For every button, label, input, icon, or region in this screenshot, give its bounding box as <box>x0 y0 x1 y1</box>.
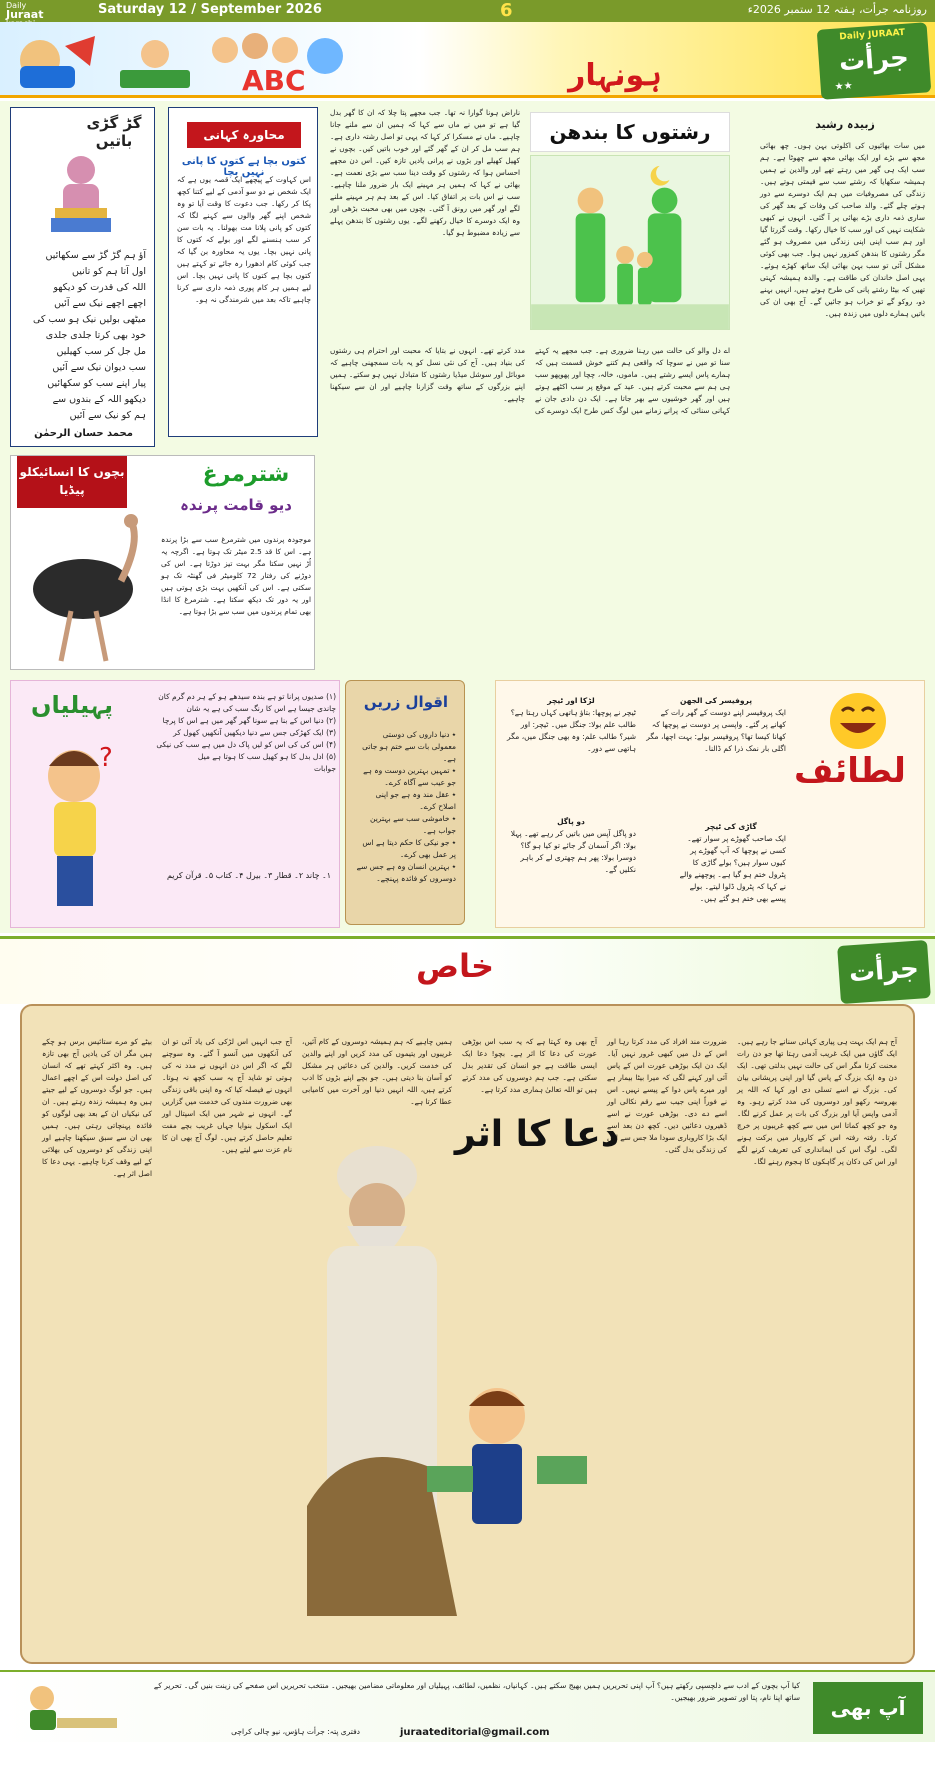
encyclopedia-label: بچوں کا انسائیکلو پیڈیا <box>17 456 127 508</box>
reading-girl-illustration <box>41 148 121 238</box>
pahelian-answers: ۱۔ چاند ۲۔ قطار ۳۔ بیرل ۴۔ کتاب ۵۔ قرآن کریم <box>166 871 331 880</box>
muhawra-heading: کتوں بچا ہے کتوں کا پانی نہیں بچا <box>181 156 307 178</box>
footer-address: دفتری پتہ: جرأت ہاؤس، نیو چالی کراچی <box>231 1727 360 1736</box>
laughing-emoji-icon <box>822 689 894 751</box>
ostrich-title: شترمرغ <box>202 462 290 487</box>
pahelian-card <box>10 680 340 928</box>
logo-urdu: جرأت <box>837 42 910 78</box>
lataif-col-b <box>646 695 786 755</box>
dua-column-5: آج جب انہیں اس لڑکی کی یاد آئی تو ان کی آنکھوں میں آنسو آ گئے۔ وہ سوچنے لگے کہ اگر اس دن انہوں نے مدد نہ کی ہوتی تو شاید آج یہ سب کچھ نہ ہوتا۔ انہوں نے فیصلہ کیا کہ وہ اپنی باقی زندگی بھی ضرورت مندوں کی خدمت میں گزاریں گے۔ انہوں نے شہر میں ایک اسپتال اور ایک اسکول بنوایا جہاں غریب بچے مفت تعلیم حاصل کرتے ہیں۔ لوگ آج بھی ان کا نام عزت سے لیتے ہیں۔ <box>162 1037 292 1154</box>
issue-date: Saturday 12 / September 2026 <box>98 2 322 17</box>
khaas-title: خاص <box>415 947 495 985</box>
gup-shup-card <box>10 107 155 447</box>
dua-title: دعا کا اثر <box>454 1114 620 1155</box>
honhaar-banner <box>0 22 935 98</box>
brand-name: Juraat <box>6 8 44 21</box>
lataif-col-a-title: گاڑی کی ٹیچر <box>705 822 757 831</box>
aqwal-zareen-card <box>345 680 465 925</box>
juraat-logo <box>817 22 932 100</box>
lataif-col-c <box>506 695 636 755</box>
family-illustration <box>530 155 730 330</box>
lataif-col-a <box>676 821 786 905</box>
footer-text: کیا آپ بچوں کے ادب سے دلچسپی رکھتے ہیں؟ آپ اپنی تحریریں ہمیں بھیج سکتے ہیں۔ کہانیاں، نظمیں، لطائف، پہیلیاں اور معلوماتی مضامین بھیجیں۔ منتخب تحریریں اس صفحے کی زینت بنیں گی۔ تحریر کے ساتھ اپنا نام، پتا اور تصویر ضرور بھیجیں۔ <box>153 1681 800 1702</box>
pahelian-riddles: (۱) صدیوں پرانا تو ہے بندہ سیدھے ہو کے ہر دم گرم کان چاندی جیسا ہے اس کا رنگ سب کی ہے یہ شان (۲) دنیا اس کے بنا ہے سونا گھر گھر میں ہے اس کا پرچا (۳) ایک کھڑکی جس سے دنیا دیکھیں آنکھیں کھول کر (۴) اس کی کی اس کو لیں پاک دل میں ہے سب کی نیکی (۵) ادل بدل کا ہو کھیل سب کا ہوتا ہے میل جوابات <box>156 692 336 773</box>
rishton-author: زبیدہ رشید <box>815 118 875 131</box>
gup-shup-poem: آؤ ہم گڑ گڑ سے سکھائیں اول آتا ہم کو تانیں اللہ کی قدرت کو دیکھو اچھے اچھے نیک سے آئیں میٹھی بولیں نیک ہو سب کی خود بھی کرتا جلدی جلدی مل جل کر سب کھیلیں سب دیوان نیک سے آئیں پیار اپنے سب کو سکھائیں دیکھو اللہ کے بندوں سے ہم کو نیک سے آئیں <box>33 250 146 421</box>
dua-column-3: آج بھی وہ کہتا ہے کہ یہ سب اس بوڑھی عورت کی دعا کا اثر ہے۔ بچو! دعا ایک ایسی طاقت ہے جو انسان کی تقدیر بدل سکتی ہے۔ جب ہم دوسروں کی مدد کرتے ہیں تو اللہ تعالیٰ ہماری مدد کرتا ہے۔ <box>462 1037 597 1094</box>
lataif-col-b-text: ایک پروفیسر اپنے دوست کے گھر رات کے کھانے پر گئے۔ واپسی پر دوست نے پوچھا کہ کھانا کیسا تھا؟ پروفیسر بولے: بہت اچھا، مگر اگلی بار نمک ذرا کم ڈالنا۔ <box>646 708 786 753</box>
page-number: 6 <box>500 0 513 21</box>
muhawra-body: اس کہاوت کے پیچھے ایک قصہ یوں ہے کہ ایک شخص نے دو سو آدمی کے لیے کتنا کچھ پکا کر رکھا۔ جب دعوت کا وقت آیا تو وہ شخص اپنے گھر والوں سے کہنے لگا کہ کتوں کو پانی پلانا مت بھولنا۔ یہ بات سن کر سب ہنسنے لگے اور بولے کہ کتوں کا پانی نہیں بچا۔ یوں یہ محاورہ بن گیا کہ جب کوئی کام ادھورا رہ جائے تو کہتے ہیں کتوں بچا ہے کتوں کا پانی نہیں بچا۔ اس لیے ہمیں ہر کام پوری ذمہ داری سے کرنا چاہیے تاکہ بعد میں شرمندگی نہ ہو۔ <box>177 175 311 304</box>
muhawra-ribbon: محاورہ کہانی <box>187 122 301 148</box>
lataif-col-d-title: دو پاگل <box>557 817 585 826</box>
ostrich-encyclopedia-card <box>10 455 315 670</box>
gup-shup-title: گڑ گڑی باتیں <box>86 114 142 150</box>
dua-column-2: ضرورت مند افراد کی مدد کرتا رہا اور اس کے دل میں کبھی غرور نہیں آیا۔ ایک دن ایک بوڑھی عورت اس کے پاس آئی اور کہنے لگی کہ میرا بیٹا بیمار ہے اور میرے پاس دوا کے پیسے نہیں۔ اس نے فوراً اپنی جیب سے رقم نکالی اور اسے دے دی۔ بوڑھی عورت نے اسے ڈھیروں دعائیں دیں۔ کچھ دن بعد اسے ایک بڑا کاروباری سودا ملا جس سے اس کی زندگی بدل گئی۔ <box>607 1037 727 1154</box>
footer-title: آپ بھی لکھیے <box>813 1682 923 1734</box>
aqwal-body: ٭ دنیا داروں کی دوستی معمولی بات سے ختم ہو جاتی ہے۔ ٭ تمہیں بہترین دوست وہ ہے جو عیب سے آگاہ کرے۔ ٭ عقل مند وہ ہے جو اپنی اصلاح کرے۔ ٭ خاموشی سب سے بہترین جواب ہے۔ ٭ جو نیکی کا حکم دیتا ہے اس پر عمل بھی کرے۔ ٭ بہترین انسان وہ ہے جس سے دوسروں کو فائدہ پہنچے۔ <box>356 730 456 883</box>
rishton-title: رشتوں کا بندھن <box>530 112 730 152</box>
dua-ka-asar-scroll <box>20 1004 915 1664</box>
logo-english: Daily JURAAT <box>839 27 906 43</box>
lataif-col-c-text: ٹیچر نے پوچھا: بتاؤ ہاتھی کہاں رہتا ہے؟ طالب علم بولا: جنگل میں۔ ٹیچر: اور شیر؟ طالب علم: وہ بھی جنگل میں، مگر ہاتھی سے دور۔ <box>507 708 636 753</box>
footer-write-to-us <box>0 1670 935 1772</box>
top-date-bar <box>0 0 935 22</box>
brand-line1: Daily <box>6 1 27 10</box>
logo-stars: ★★ <box>834 80 854 93</box>
dua-column-1: آج ہم ایک بہت ہی پیاری کہانی سنانے جا رہے ہیں۔ ایک گاؤں میں ایک غریب آدمی رہتا تھا جو دن رات محنت کرتا مگر اس کی حالت نہیں بدلتی تھی۔ ایک دن وہ ایک بزرگ کے پاس گیا اور اپنی پریشانی بیان کی۔ بزرگ نے اسے تسلی دی اور کہا کہ اللہ پر بھروسہ رکھو اور دوسروں کی مدد کرتے رہو۔ وہ آدمی واپس آیا اور بزرگ کی بات پر عمل کرنے لگا۔ وہ جو کچھ کماتا اس میں سے کچھ غریبوں پر خرچ کرتا۔ رفتہ رفتہ اس کے کاروبار میں برکت ہونے لگی۔ لوگ اس کی ایمانداری کی تعریف کرنے لگے اور اس کی دکان پر گاہکوں کا ہجوم رہنے لگا۔ <box>737 1037 897 1166</box>
abc-letters: ABC <box>242 64 306 97</box>
urdu-issue-date: روزنامہ جرأت، ہفتہ 12 ستمبر 2026ء <box>747 3 927 16</box>
khaas-banner <box>0 936 935 1004</box>
khaas-logo-urdu: جرأت <box>847 953 920 989</box>
kids-illustration <box>10 26 350 97</box>
ostrich-subtitle: دیو قامت پرندہ <box>180 496 292 514</box>
writing-boy-icon <box>12 1680 122 1736</box>
rishton-column-1: میں سات بھائیوں کی اکلوتی بہن ہوں۔ چھ بھائی مجھ سے بڑے اور ایک بھائی مجھ سے چھوٹا ہے۔ ہم سب ایک ہی گھر میں رہتے تھے اور والدین نے ہمیں ہمیشہ سکھایا کہ رشتے سب سے قیمتی ہوتے ہیں۔ زندگی کی مصروفیات میں ہم ایک دوسرے سے دور ہوتے چلے گئے۔ والد صاحب کی وفات کے بعد گھر کی ساری ذمہ داری بڑے بھائی پر آ گئی۔ انہوں نے کبھی شکایت نہیں کی اور سب کا خیال رکھا۔ وقت گزرتا گیا اور ہم سب اپنی اپنی زندگی میں مصروف ہو گئے مگر رشتوں کا بندھن کمزور نہیں ہوا۔ جب بھی کوئی مشکل آئی تو سب بہن بھائی ایک ساتھ کھڑے ہوئے۔ یہی اصل خاندان کی طاقت ہے۔ والدہ ہمیشہ کہتی تھیں کہ بیٹا رشتے پانی کی طرح ہوتے ہیں، انہیں بہنے دو، روکو گے تو خراب ہو جائیں گے۔ آج بھی ان کی باتیں ہمارے دلوں میں زندہ ہیں۔ <box>760 141 925 318</box>
footer-email[interactable]: juraateditorial@gmail.com <box>400 1727 550 1738</box>
ostrich-body: موجودہ پرندوں میں شترمرغ سب سے بڑا پرندہ ہے۔ اس کا قد 2.5 میٹر تک ہوتا ہے۔ اگرچہ یہ اُڑ نہیں سکتا مگر بہت تیز دوڑتا ہے۔ اس کی دوڑنے کی رفتار 72 کلومیٹر فی گھنٹہ تک ہو سکتی ہے۔ اس کی آنکھیں بہت بڑی ہوتی ہیں اور یہ دور تک دیکھ سکتا ہے۔ شترمرغ کا انڈا بھی تمام پرندوں میں سب سے بڑا ہوتا ہے۔ <box>161 535 311 616</box>
brand-mini-logo <box>6 1 52 21</box>
khaas-juraat-logo <box>837 940 931 1004</box>
pahelian-title: پہیلیاں <box>31 691 113 719</box>
dua-illustration <box>287 1116 617 1626</box>
question-mark-icon: ? <box>99 743 113 773</box>
gup-shup-author: محمد حسان الرحمٰن <box>34 428 133 439</box>
ostrich-illustration <box>21 511 156 666</box>
lataif-title: لطائف <box>794 751 906 791</box>
lataif-col-d <box>506 816 636 876</box>
rishton-column-3: اے دل والو کی حالت میں رہنا ضروری ہے۔ جب مجھے یہ کہتے سنا تو میں نے سوچا کہ واقعی ہم کتنے خوش قسمت ہیں کہ ہمارے پاس ایسے رشتے ہیں۔ ماموں، خالہ، چچا اور پھوپھو سب ہی ہم سے محبت کرتے ہیں۔ عید کے موقع پر سب اکٹھے ہوتے ہیں اور گھر خوشیوں سے بھر جاتا ہے۔ ایک دن دادی جان نے کہانی سنائی کہ پرانے زمانے میں لوگ کس طرح ایک دوسرے کی مدد کرتے تھے۔ انہوں نے بتایا کہ محبت اور احترام ہی رشتوں کی بنیاد ہیں۔ آج کی نئی نسل کو یہ بات سمجھنی چاہیے کہ موبائل اور سوشل میڈیا رشتوں کا متبادل نہیں ہو سکتے۔ ہمیں اپنے بزرگوں کے ساتھ وقت گزارنا چاہیے اور ان سے سیکھنا چاہیے۔ <box>330 346 730 415</box>
lataif-card <box>495 680 925 928</box>
lataif-col-d-text: دو پاگل آپس میں باتیں کر رہے تھے۔ پہلا بولا: اگر آسمان گر جائے تو کیا ہو گا؟ دوسرا بولا: پھر ہم چھتری لے کر باہر نکلیں گے۔ <box>510 829 636 874</box>
dua-column-4: ہمیں چاہیے کہ ہم ہمیشہ دوسروں کے کام آئیں، غریبوں اور یتیموں کی مدد کریں اور اپنے والدین کی خدمت کریں۔ والدین کی دعائیں ہر مشکل کو آسان بنا دیتی ہیں۔ جو بچے اپنے بڑوں کا ادب کرتے ہیں، اللہ انہیں دنیا اور آخرت میں کامیابی عطا کرتا ہے۔ <box>302 1037 452 1106</box>
muhawra-kahani-card <box>168 107 318 437</box>
lataif-col-b-title: پروفیسر کی الجھن <box>679 696 753 705</box>
dua-column-6: بیٹے کو مرے ستائیس برس ہو چکے ہیں مگر ان کی یادیں آج بھی تازہ ہیں۔ وہ اکثر کہتے تھے کہ انسان کی اصل دولت اس کے اچھے اعمال ہیں۔ جو لوگ دوسروں کے لیے جیتے ہیں وہ ہمیشہ زندہ رہتے ہیں۔ ان کی نیکیاں ان کے بعد بھی لوگوں کو فائدہ پہنچاتی رہتی ہیں۔ ہمیں بھی ان سے سبق سیکھنا چاہیے اور اپنی زندگی کو دوسروں کی بھلائی کے لیے وقف کرنا چاہیے۔ یہی دعا کا اصل اثر ہے۔ <box>42 1037 152 1178</box>
thinking-boy-illustration <box>29 736 124 921</box>
aqwal-title: اقوال زریں <box>363 693 449 711</box>
banner-title: ہونہار <box>568 58 662 93</box>
lataif-col-c-title: لڑکا اور ٹیچر <box>547 696 595 705</box>
lataif-col-a-text: ایک صاحب گھوڑے پر سوار تھے۔ کسی نے پوچھا کہ آپ گھوڑے پر کیوں سوار ہیں؟ بولے گاڑی کا پٹرول ختم ہو گیا ہے۔ پوچھنے والے نے کہا کہ پٹرول ڈلوا لیتے۔ بولے پیسے بھی ختم ہو گئے ہیں۔ <box>679 834 786 903</box>
rishton-column-2: ناراض ہونا گوارا نہ تھا۔ جب مجھے پتا چلا کہ ان کا گھر بدل گیا ہے تو میں نے ماں سے کہا کہ ہمیں ان سے ملنے جانا چاہیے۔ ماں نے مسکرا کر کہا کہ یہی تو اصل رشتہ داری ہے۔ ہم سب مل کر ان کے گھر گئے اور خوب باتیں کیں۔ بچوں نے کھیل کھیلے اور بڑوں نے پرانی یادیں تازہ کیں۔ اس دن مجھے احساس ہوا کہ رشتوں کو وقت دینا سب سے بڑی نعمت ہے۔ بھائی نے کہا کہ ہمیں ہر مہینے ایک بار ضرور ملنا چاہیے۔ سب نے اس بات پر اتفاق کیا۔ اس کے بعد ہم ہر مہینے ملنے لگے اور گھر میں رونق آ گئی۔ بچوں میں بھی محبت بڑھی اور وہ ایک دوسرے کا خیال رکھنے لگے۔ یوں رشتوں کا بندھن پہلے سے زیادہ مضبوط ہو گیا۔ <box>330 108 520 237</box>
